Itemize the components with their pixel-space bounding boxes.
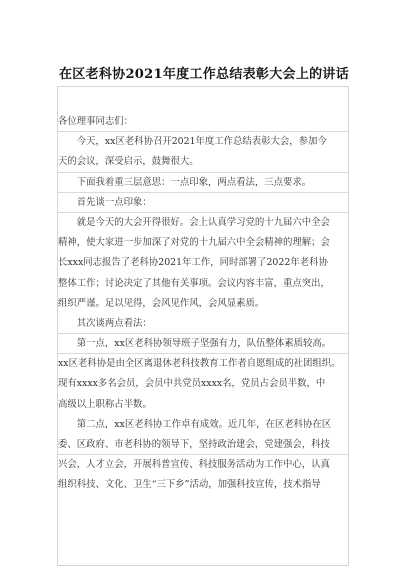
document-body <box>58 112 348 496</box>
text-line: 首先谈一点印象： <box>58 196 152 208</box>
text-line: 兴会，人才立会，开展科普宣传、科技服务活动为工作中心，认真 <box>58 459 330 471</box>
text-line: 第一点，xx区老科协领导班子坚强有力，队伍整体素质较高。 <box>58 338 332 350</box>
text-line: 整体工作；讨论决定了其他有关事项。会议内容丰富，重点突出， <box>58 277 330 289</box>
text-line: 下面我着重三层意思：一点印象，两点看法，三点要求。 <box>58 176 312 188</box>
text-line: 现有xxxx多名会员，会员中共党员xxxx名，党员占会员半数，中 <box>58 378 326 390</box>
text-line: xx区老科协是由全区离退休老科技教育工作者自愿组成的社团组织。 <box>58 358 341 370</box>
text-line: 今天，xx区老科协召开2021年度工作总结表彰大会，参加今 <box>58 136 327 148</box>
text-line: 组织科技、文化、卫生“三下乡”活动，加强科技宣传，技术指导 <box>58 479 321 491</box>
text-line: 就是今天的大会开得很好。会上认真学习党的十九届六中全会 <box>58 216 330 228</box>
text-line: 委、区政府、市老科协的领导下，坚持政治建会，党建强会，科技 <box>58 439 330 450</box>
document-title: 在区老科协2021年度工作总结表彰大会上的讲话 <box>58 67 350 82</box>
text-line: 长xxx同志报告了老科协2021年工作，同时部署了2022年老科协 <box>58 257 328 269</box>
text-line: 组织严谨。足以见得，会风见作风，会风显素质。 <box>58 297 265 309</box>
text-line: 高级以上职称占半数。 <box>58 398 152 410</box>
text-line: 其次谈两点看法： <box>58 317 152 329</box>
text-line: 天的会议，深受启示，鼓舞很大。 <box>58 156 199 168</box>
text-line: 精神，使大家进一步加深了对党的十九届六中全会精神的理解；会 <box>58 237 330 249</box>
text-line: 各位理事同志们： <box>58 116 134 127</box>
text-line: 第二点，xx区老科协工作卓有成效。近几年，在区老科协在区 <box>58 418 332 430</box>
